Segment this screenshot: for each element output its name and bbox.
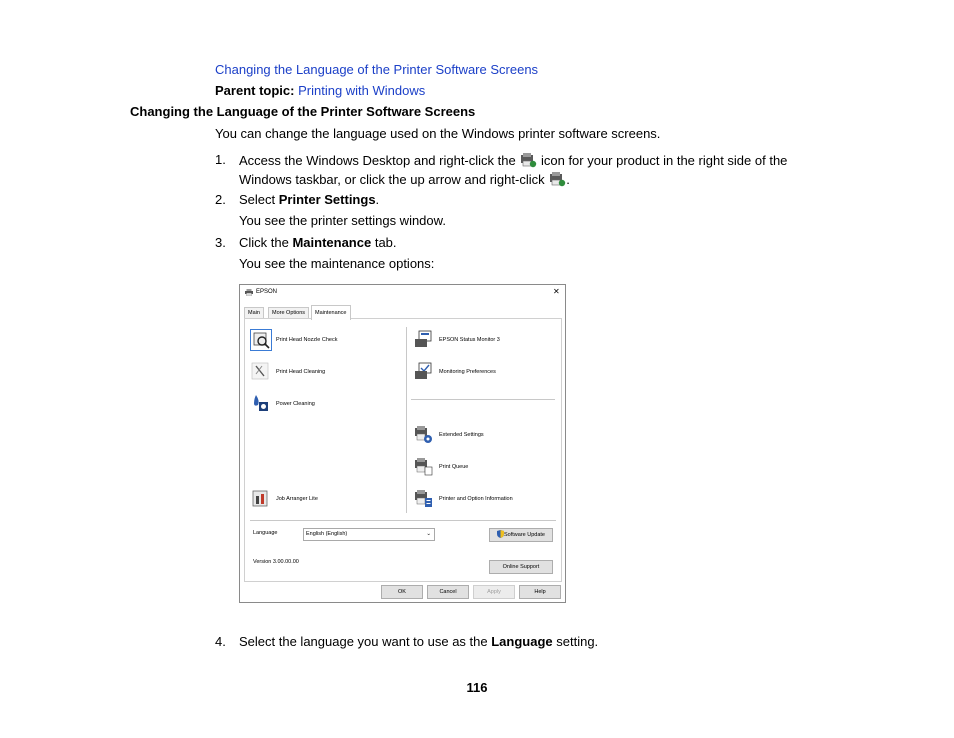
- printer-info-label[interactable]: Printer and Option Information: [439, 496, 513, 502]
- status-monitor-icon[interactable]: [413, 329, 433, 349]
- step-4-number: 4.: [215, 634, 226, 649]
- nozzle-check-label[interactable]: Print Head Nozzle Check: [276, 337, 338, 343]
- step-2-text: [239, 192, 379, 208]
- step-2-a: Select: [239, 192, 279, 207]
- language-label: Language: [253, 530, 278, 536]
- extended-settings-label[interactable]: Extended Settings: [439, 432, 484, 438]
- step-3-bold: Maintenance: [292, 235, 372, 250]
- step-3-sub: You see the maintenance options:: [239, 256, 435, 271]
- step-3-number: 3.: [215, 235, 226, 250]
- monitoring-preferences-label[interactable]: Monitoring Preferences: [439, 369, 496, 375]
- printer-settings-dialog: [239, 284, 566, 603]
- step-2-c: .: [375, 192, 380, 207]
- language-value: English (English): [306, 531, 348, 537]
- software-update-button[interactable]: [489, 528, 553, 542]
- power-cleaning-label[interactable]: Power Cleaning: [276, 401, 315, 407]
- job-arranger-label[interactable]: Job Arranger Lite: [276, 496, 318, 502]
- monitoring-preferences-icon[interactable]: [413, 361, 433, 381]
- dialog-title: EPSON: [256, 289, 278, 295]
- shield-icon: [497, 530, 504, 543]
- bottom-separator: [250, 520, 556, 521]
- print-queue-icon[interactable]: [413, 456, 433, 476]
- step-3-c: tab.: [371, 235, 397, 250]
- step-4-a: Select the language you want to use as the: [239, 634, 492, 649]
- intro-text: You can change the language used on the Windows printer software screens.: [215, 126, 661, 141]
- software-update-label: Software Update: [504, 532, 545, 538]
- step-1-line1: [239, 152, 787, 169]
- extended-settings-icon[interactable]: [413, 424, 433, 444]
- chevron-down-icon: ⌄: [426, 531, 431, 537]
- right-divider: [411, 399, 555, 400]
- step-1-text-b: icon for your product in the right side of the: [540, 153, 788, 168]
- maintenance-panel: [244, 318, 562, 582]
- head-cleaning-label[interactable]: Print Head Cleaning: [276, 369, 326, 375]
- close-icon[interactable]: ✕: [553, 287, 560, 296]
- step-2-number: 2.: [215, 192, 226, 207]
- tab-maintenance[interactable]: Maintenance: [311, 305, 351, 320]
- step-1-line2: [239, 171, 570, 188]
- column-divider: [406, 327, 407, 513]
- head-cleaning-icon[interactable]: [250, 361, 270, 381]
- ok-button[interactable]: OK: [381, 585, 423, 599]
- online-support-button[interactable]: Online Support: [489, 560, 553, 574]
- step-1-number: 1.: [215, 152, 226, 167]
- printer-info-icon[interactable]: [413, 488, 433, 508]
- top-link-wrap: [215, 62, 538, 78]
- step-4-bold: Language: [491, 634, 553, 649]
- step-4-text: [239, 634, 598, 650]
- power-cleaning-icon[interactable]: [250, 393, 270, 413]
- job-arranger-icon[interactable]: [250, 488, 270, 508]
- step-1-text-a: Access the Windows Desktop and right-click the: [239, 153, 516, 168]
- step-1-text-c: Windows taskbar, or click the up arrow and right-click: [239, 172, 545, 187]
- help-button[interactable]: Help: [519, 585, 561, 599]
- step-4-c: setting.: [552, 634, 599, 649]
- print-queue-label[interactable]: Print Queue: [439, 464, 469, 470]
- cancel-button[interactable]: Cancel: [427, 585, 469, 599]
- printer-tray-icon-2: [548, 171, 566, 187]
- apply-button[interactable]: Apply: [473, 585, 515, 599]
- status-monitor-label[interactable]: EPSON Status Monitor 3: [439, 337, 500, 343]
- language-select[interactable]: [303, 528, 435, 541]
- section-heading: Changing the Language of the Printer Software Screens: [130, 104, 476, 119]
- step-2-sub: You see the printer settings window.: [239, 213, 446, 228]
- step-3-text: [239, 235, 397, 251]
- step-3-a: Click the: [239, 235, 293, 250]
- version-text: Version 3.00.00.00: [253, 559, 299, 565]
- parent-topic-label: Parent topic:: [215, 83, 295, 98]
- changing-language-link[interactable]: Changing the Language of the Printer Software Screens: [215, 62, 539, 77]
- printer-small-icon: [245, 289, 253, 296]
- step-1-text-d: .: [566, 172, 570, 187]
- step-2-bold: Printer Settings: [278, 192, 376, 207]
- printer-tray-icon: [519, 152, 537, 168]
- parent-topic: [215, 83, 425, 99]
- nozzle-check-icon[interactable]: [250, 329, 272, 351]
- tab-main[interactable]: Main: [244, 307, 264, 319]
- tab-more-options[interactable]: More Options: [268, 307, 309, 319]
- parent-topic-link[interactable]: Printing with Windows: [298, 83, 426, 98]
- page-number: 116: [466, 680, 488, 695]
